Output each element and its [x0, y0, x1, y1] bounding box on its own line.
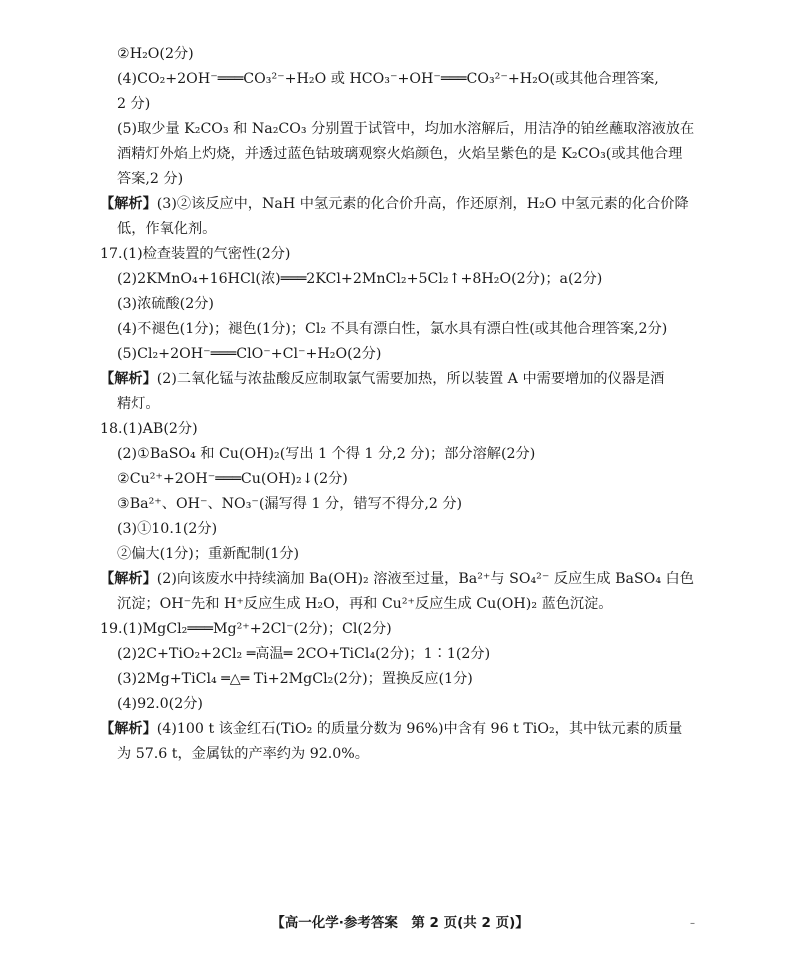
answer-line [100, 67, 705, 92]
line-text: ③Ba²⁺、OH⁻、NO₃⁻(漏写得 1 分，错写不得分,2 分) [117, 496, 463, 512]
answer-line [100, 317, 705, 342]
answer-line [100, 667, 705, 692]
line-text: (4)100 t 该金红石(TiO₂ 的质量分数为 96%)中含有 96 t TiO₂，其中钛元素的质量 [156, 721, 683, 737]
answer-line [100, 42, 705, 67]
analysis-line [100, 717, 705, 742]
line-text: 19.(1)MgCl₂═══Mg²⁺+2Cl⁻(2分)；Cl(2分) [100, 621, 392, 637]
line-text: (2)向该废水中持续滴加 Ba(OH)₂ 溶液至过量，Ba²⁺与 SO₄²⁻ 反应生成 BaSO₄ 白色 [156, 571, 694, 587]
line-text: (2)2KMnO₄+16HCl(浓)═══2KCl+2MnCl₂+5Cl₂↑+8H₂O(2分)；a(2分) [117, 271, 603, 287]
line-text: 酒精灯外焰上灼烧，并透过蓝色钴玻璃观察火焰颜色，火焰呈紫色的是 K₂CO₃(或其他合理 [117, 146, 683, 162]
answer-line [100, 542, 705, 567]
answer-line [100, 742, 705, 767]
line-text: 18.(1)AB(2分) [100, 421, 198, 437]
line-text: 答案,2 分) [117, 171, 184, 187]
answer-line [100, 692, 705, 717]
answer-content [100, 42, 705, 767]
line-text: (5)Cl₂+2OH⁻═══ClO⁻+Cl⁻+H₂O(2分) [117, 346, 382, 362]
question-line [100, 242, 705, 267]
analysis-line [100, 192, 705, 217]
analysis-label: 【解析】 [100, 571, 157, 587]
line-text: (2)2C+TiO₂+2Cl₂ ═高温═ 2CO+TiCl₄(2分)；1∶1(2分) [117, 646, 491, 662]
line-text: (3)②该反应中，NaH 中氢元素的化合价升高，作还原剂，H₂O 中氢元素的化合价降 [156, 196, 689, 212]
question-line [100, 617, 705, 642]
analysis-label: 【解析】 [100, 196, 157, 212]
line-text: 精灯。 [117, 396, 160, 412]
line-text: (4)92.0(2分) [117, 696, 203, 712]
analysis-label: 【解析】 [100, 721, 157, 737]
line-text: ②偏大(1分)；重新配制(1分) [117, 546, 300, 562]
answer-line [100, 292, 705, 317]
answer-line [100, 92, 705, 117]
corner-mark: – [690, 918, 695, 929]
question-line [100, 417, 705, 442]
line-text: (4)不褪色(1分)；褪色(1分)；Cl₂ 不具有漂白性，氯水具有漂白性(或其他合理答案,2分) [117, 321, 668, 337]
line-text: ②H₂O(2分) [117, 46, 194, 62]
answer-line [100, 442, 705, 467]
answer-line [100, 642, 705, 667]
answer-line [100, 492, 705, 517]
page-footer: 【高一化学·参考答案 第 2 页(共 2 页)】 [271, 915, 529, 931]
analysis-line [100, 567, 705, 592]
answer-line [100, 467, 705, 492]
line-text: (2)①BaSO₄ 和 Cu(OH)₂(写出 1 个得 1 分,2 分)；部分溶解(2分) [117, 446, 536, 462]
line-text: (3)2Mg+TiCl₄ ═△═ Ti+2MgCl₂(2分)；置换反应(1分) [117, 671, 473, 687]
line-text: (5)取少量 K₂CO₃ 和 Na₂CO₃ 分别置于试管中，均加水溶解后，用洁净的铂丝蘸取溶液放在 [117, 121, 695, 137]
answer-line [100, 267, 705, 292]
line-text: (3)①10.1(2分) [117, 521, 218, 537]
line-text: 为 57.6 t，金属钛的产率约为 92.0%。 [117, 746, 369, 762]
analysis-label: 【解析】 [100, 371, 157, 387]
line-text: 沉淀；OH⁻先和 H⁺反应生成 H₂O，再和 Cu²⁺反应生成 Cu(OH)₂ 蓝色沉淀。 [117, 596, 613, 612]
answer-line [100, 117, 705, 142]
line-text: 2 分) [117, 96, 151, 112]
answer-line [100, 342, 705, 367]
line-text: (3)浓硫酸(2分) [117, 296, 214, 312]
line-text: 17.(1)检查装置的气密性(2分) [100, 246, 291, 262]
analysis-line [100, 367, 705, 392]
line-text: 低，作氧化剂。 [117, 221, 217, 237]
line-text: ②Cu²⁺+2OH⁻═══Cu(OH)₂↓(2分) [117, 471, 348, 487]
answer-line [100, 167, 705, 192]
answer-line [100, 142, 705, 167]
answer-line [100, 592, 705, 617]
answer-line [100, 217, 705, 242]
answer-line [100, 517, 705, 542]
line-text: (4)CO₂+2OH⁻═══CO₃²⁻+H₂O 或 HCO₃⁻+OH⁻═══CO₃²⁻+H₂O(或其他合理答案, [117, 71, 659, 87]
line-text: (2)二氧化锰与浓盐酸反应制取氯气需要加热，所以装置 A 中需要增加的仪器是酒 [156, 371, 665, 387]
answer-line [100, 392, 705, 417]
